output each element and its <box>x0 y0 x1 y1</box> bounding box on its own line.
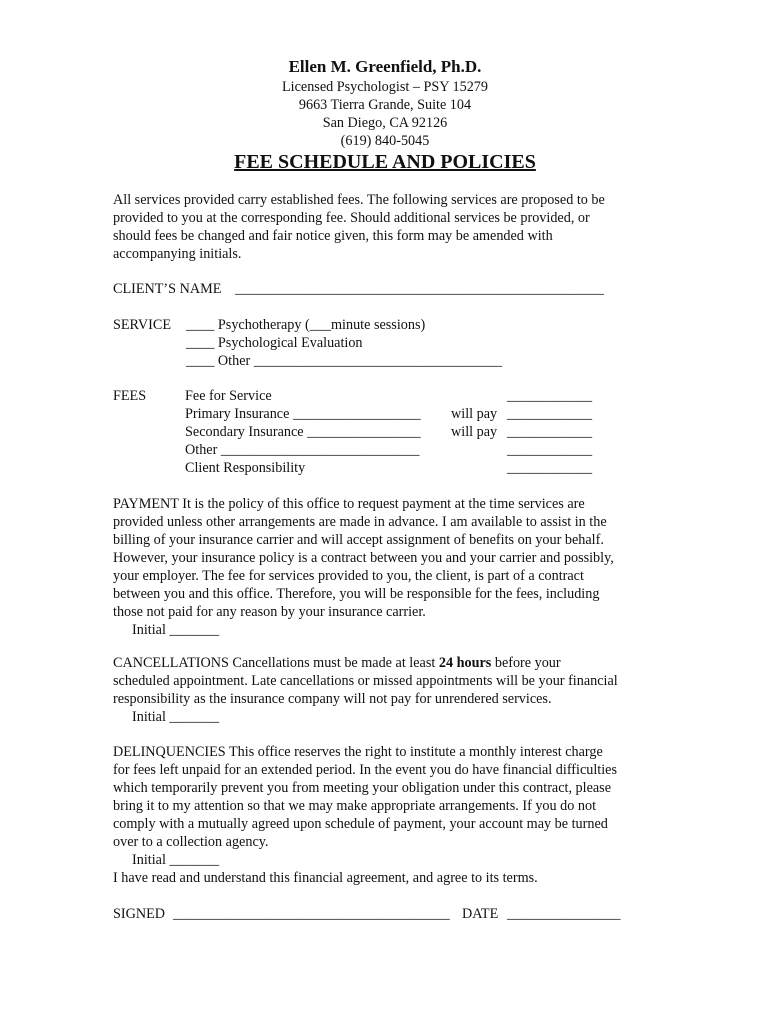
practitioner-name: Ellen M. Greenfield, Ph.D. <box>288 57 482 76</box>
intro-paragraph <box>113 191 658 263</box>
intro-line: provided to you at the corresponding fee. Should additional services be provided, or <box>113 210 590 226</box>
cancellations-text: before your <box>491 655 561 671</box>
city-state-zip: San Diego, CA 92126 <box>322 115 448 131</box>
phone-number: (619) 840-5045 <box>340 133 430 149</box>
date-field[interactable]: ________________ <box>507 906 621 922</box>
cancellations-section <box>113 654 658 726</box>
signed-label: SIGNED <box>113 906 166 922</box>
payment-line: However, your insurance policy is a contract between you and your carrier and possibly, <box>113 550 614 566</box>
fee-amount-field[interactable]: ____________ <box>507 460 593 476</box>
payment-line: provided unless other arrangements are made in advance. I am available to assist in the <box>113 514 607 530</box>
client-name-label: CLIENT’S NAME <box>113 281 222 297</box>
cancellations-text: CANCELLATIONS Cancellations must be made at least <box>113 655 439 671</box>
payment-line: between you and this office. Therefore, you will be responsible for the fees, including <box>113 586 600 602</box>
fee-item-primary-insurance[interactable]: Primary Insurance __________________ <box>185 406 421 422</box>
delinquencies-line: over to a collection agency. <box>113 834 269 850</box>
payment-initial-field[interactable]: Initial _______ <box>132 622 220 638</box>
fee-amount-field[interactable]: ____________ <box>507 388 593 404</box>
fee-item-secondary-insurance[interactable]: Secondary Insurance ________________ <box>185 424 421 440</box>
service-option-evaluation[interactable]: ____ Psychological Evaluation <box>186 335 363 351</box>
delinquencies-initial-field[interactable]: Initial _______ <box>132 852 220 868</box>
fee-item-client-responsibility: Client Responsibility <box>185 460 306 476</box>
fee-amount-field[interactable]: ____________ <box>507 406 593 422</box>
service-option-other[interactable]: ____ Other ___________________________________ <box>186 353 503 369</box>
fee-item-other[interactable]: Other ____________________________ <box>185 442 420 458</box>
license-line: Licensed Psychologist – PSY 15279 <box>282 79 488 95</box>
will-pay-label: will pay <box>451 424 498 440</box>
delinquencies-line: for fees left unpaid for an extended period. In the event you do have financial difficulties <box>113 762 617 778</box>
fee-amount-field[interactable]: ____________ <box>507 424 593 440</box>
intro-line: accompanying initials. <box>113 246 242 262</box>
delinquencies-line: comply with a mutually agreed upon schedule of payment, your account may be turned <box>113 816 608 832</box>
fee-item-service: Fee for Service <box>185 388 272 404</box>
cancellations-initial-field[interactable]: Initial _______ <box>132 709 220 725</box>
client-name-field[interactable]: ____________________________________________________ <box>235 281 604 297</box>
delinquencies-line: DELINQUENCIES This office reserves the right to institute a monthly interest charge <box>113 744 603 760</box>
service-label: SERVICE <box>113 317 171 333</box>
payment-line: billing of your insurance carrier and will accept assignment of benefits on your behalf. <box>113 532 604 548</box>
delinquencies-line: bring it to my attention so that we may make appropriate arrangements. If you do not <box>113 798 597 814</box>
cancellations-line: scheduled appointment. Late cancellations or missed appointments will be your financial <box>113 673 618 689</box>
date-label: DATE <box>462 906 499 922</box>
fee-amount-field[interactable]: ____________ <box>507 442 593 458</box>
payment-section <box>113 495 658 639</box>
will-pay-label: will pay <box>451 406 498 422</box>
cancellations-line: responsibility as the insurance company will not pay for unrendered services. <box>113 691 552 707</box>
payment-line: your employer. The fee for services provided to you, the client, is part of a contract <box>113 568 584 584</box>
delinquencies-line: which temporarily prevent you from meeting your obligation under this contract, please <box>113 780 611 796</box>
service-option-psychotherapy[interactable]: ____ Psychotherapy (___minute sessions) <box>186 317 426 333</box>
payment-line: PAYMENT It is the policy of this office to request payment at the time services are <box>113 496 585 512</box>
intro-line: should fees be changed and fair notice given, this form may be amended with <box>113 228 553 244</box>
document-title: FEE SCHEDULE AND POLICIES <box>234 151 536 173</box>
intro-line: All services provided carry established fees. The following services are proposed to be <box>113 192 605 208</box>
payment-line: those not paid for any reason by your insurance carrier. <box>113 604 426 620</box>
delinquencies-section <box>113 743 658 887</box>
cancellations-line <box>113 654 658 672</box>
street-address: 9663 Tierra Grande, Suite 104 <box>298 97 472 113</box>
signature-field[interactable]: _______________________________________ <box>173 906 450 922</box>
cancellation-notice-period: 24 hours <box>438 655 492 671</box>
agreement-statement: I have read and understand this financial agreement, and agree to its terms. <box>113 870 538 886</box>
fees-label: FEES <box>113 388 147 404</box>
